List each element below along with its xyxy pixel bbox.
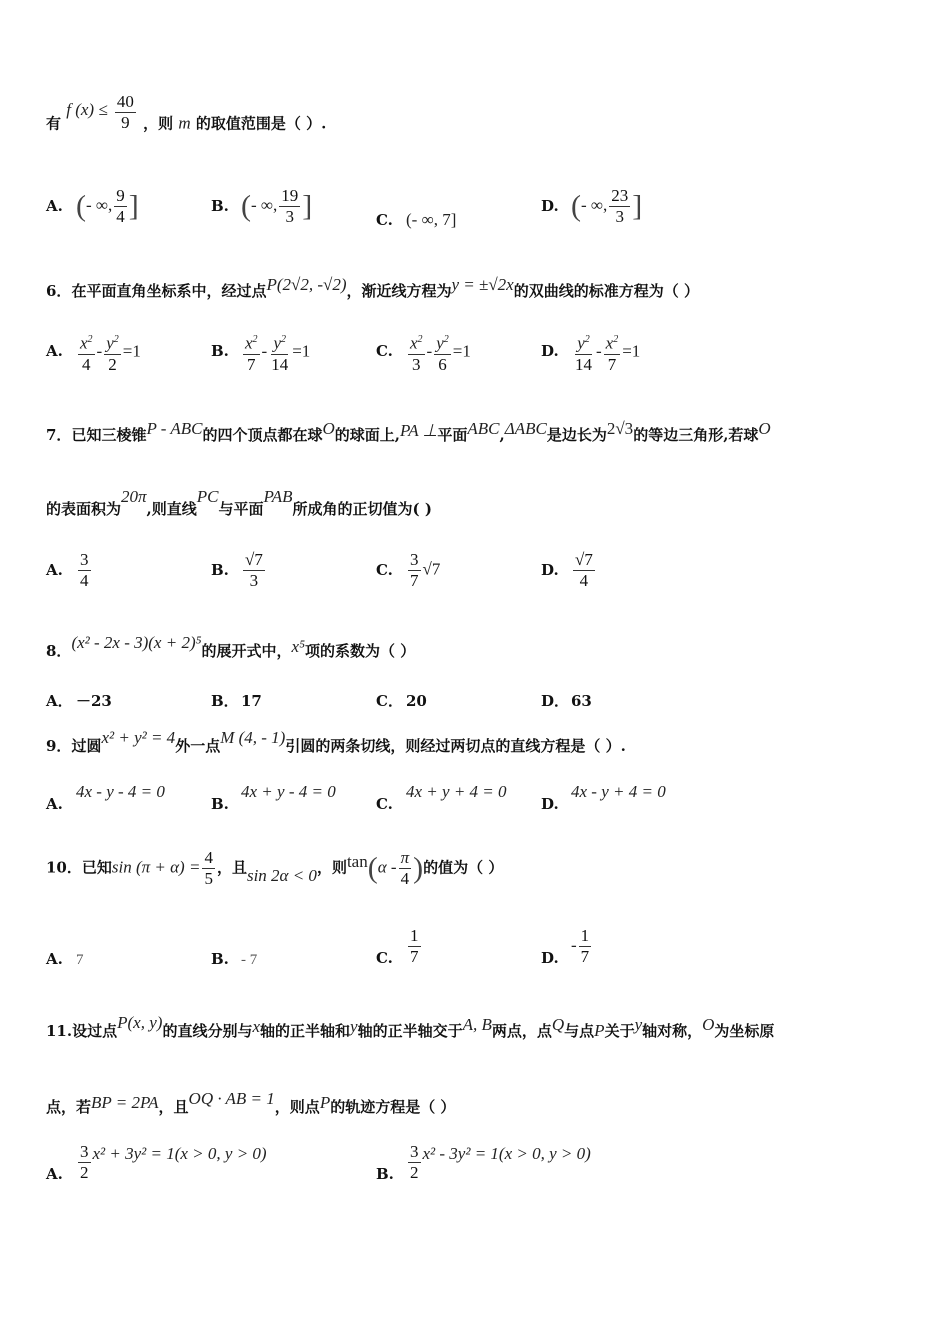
text: 的取值范围是（ ）. xyxy=(195,114,327,133)
math-sign: - xyxy=(571,935,577,955)
math-expr: =1 xyxy=(452,341,471,361)
numerator: $y^2$ xyxy=(434,330,451,355)
text: 点，若 xyxy=(46,1098,92,1116)
denominator: 5 xyxy=(204,869,213,888)
math-var: y xyxy=(106,333,114,353)
q5-option-d[interactable] xyxy=(541,186,642,227)
text: , xyxy=(499,426,505,444)
math-var: x xyxy=(410,333,418,353)
text: 的直线分别与 xyxy=(162,1022,253,1040)
denominator: 4 xyxy=(400,869,410,888)
math-expr: y = ±√2x xyxy=(451,275,514,294)
question-number: 7． xyxy=(46,426,72,444)
q9-option-a[interactable] xyxy=(46,782,165,813)
math-var: O xyxy=(758,419,771,438)
math-expr: - ∞, xyxy=(86,195,113,215)
fraction xyxy=(243,550,265,591)
numerator: $y^2$ xyxy=(271,330,288,355)
option-label: C. xyxy=(376,795,393,813)
denominator: 14 xyxy=(271,354,289,374)
math-var: x xyxy=(80,333,88,353)
option-label: D. xyxy=(541,196,559,215)
math-expr: PAB xyxy=(263,487,293,506)
option-label: A. xyxy=(46,1164,63,1183)
q6-option-c[interactable]: C. $\frac{x^2}{3}$ - $\frac{y^2}{6}$ =1 xyxy=(376,330,471,375)
math-var: O xyxy=(702,1015,715,1034)
math-expr: α - xyxy=(377,857,397,877)
denominator: 14 xyxy=(575,354,592,374)
q8-stem xyxy=(46,633,416,661)
numerator: 9 xyxy=(116,186,125,205)
math-var: Q xyxy=(551,1015,565,1034)
question-number: 9． xyxy=(46,737,72,755)
fraction xyxy=(573,330,594,375)
text: 有 xyxy=(46,114,62,133)
q8-option-d[interactable] xyxy=(541,690,592,711)
denominator: 2 xyxy=(80,1163,89,1182)
math-var: O xyxy=(322,419,335,438)
option-label: A. xyxy=(46,560,63,579)
math-var: m xyxy=(178,113,191,133)
q10-option-b[interactable] xyxy=(211,950,257,969)
bracket: ( xyxy=(241,189,251,223)
text: 关于 xyxy=(604,1022,635,1040)
fraction xyxy=(399,848,412,889)
fraction xyxy=(408,1142,421,1183)
numerator: 1 xyxy=(410,926,419,945)
text: 外一点 xyxy=(175,737,221,755)
option-label: D. xyxy=(541,795,559,813)
numerator: $x^2$ xyxy=(78,330,95,355)
math-expr: OQ · AB = 1 xyxy=(188,1089,275,1108)
text: ，则点 xyxy=(274,1098,320,1116)
q10-option-a[interactable] xyxy=(46,950,84,969)
text: ，且 xyxy=(216,858,247,877)
numerator: 3 xyxy=(80,1142,89,1161)
denominator: 7 xyxy=(410,947,419,966)
fraction xyxy=(573,550,595,591)
math-var: P xyxy=(594,1021,605,1040)
math-expr: 4x - y - 4 = 0 xyxy=(76,782,165,801)
q10-option-c[interactable] xyxy=(376,926,423,967)
text: 的表面积为 xyxy=(46,500,122,518)
option-label: D． xyxy=(541,692,570,710)
q7-stem-line-2 xyxy=(46,487,432,519)
denominator: 3 xyxy=(249,571,259,590)
text: ，渐近线方程为 xyxy=(346,282,452,300)
text: 的等边三角形,若球 xyxy=(633,426,759,444)
numerator: π xyxy=(400,848,410,867)
math-expr: P - ABC xyxy=(146,419,203,438)
numerator: 3 xyxy=(410,550,419,569)
math-expr: √7 xyxy=(422,559,441,579)
option-label: A. xyxy=(46,342,63,361)
math-var: y xyxy=(350,1017,358,1036)
denominator: 7 xyxy=(247,354,256,374)
denominator: 4 xyxy=(82,354,91,374)
fraction xyxy=(114,186,127,227)
numerator: $x^2$ xyxy=(243,330,260,355)
math-expr: P(x, y) xyxy=(117,1013,163,1032)
option-text: 20 xyxy=(406,692,427,710)
numerator: 23 xyxy=(611,186,629,205)
option-label: D. xyxy=(541,948,559,967)
option-label: B． xyxy=(211,692,239,710)
numerator: 40 xyxy=(116,92,134,111)
math-var: y xyxy=(273,333,281,353)
math-expr: f (x) ≤ xyxy=(66,99,108,119)
denominator: 4 xyxy=(80,571,89,590)
text: 的双曲线的标准方程为（ ） xyxy=(513,282,699,300)
q6-option-d[interactable]: D. $\frac{y^2}{14}$ - $\frac{x^2}{7}$ =1 xyxy=(541,330,640,375)
math-expr: 4x + y - 4 = 0 xyxy=(241,782,336,801)
option-label: C. xyxy=(376,211,393,229)
text: 与点 xyxy=(564,1022,595,1040)
denominator: 3 xyxy=(412,354,421,374)
math-expr: P(2√2, -√2) xyxy=(266,275,347,294)
denominator: 2 xyxy=(108,354,117,374)
numerator: 4 xyxy=(204,848,213,867)
q11-option-a[interactable] xyxy=(46,1142,267,1183)
q11-stem-line-1 xyxy=(46,1013,775,1041)
math-expr: 7 xyxy=(76,952,84,968)
bracket: ( xyxy=(571,189,581,223)
denominator: 9 xyxy=(121,113,130,132)
text: 是边长为 xyxy=(546,426,607,444)
text: 轴的正半轴交于 xyxy=(357,1022,463,1040)
fraction xyxy=(269,330,290,375)
text: 过圆 xyxy=(71,737,102,755)
numerator: 3 xyxy=(80,550,89,569)
fraction xyxy=(279,186,300,227)
fraction xyxy=(434,330,451,375)
option-label: C. xyxy=(376,342,393,361)
text: 的值为（ ） xyxy=(423,858,504,877)
option-label: C. xyxy=(376,560,393,579)
numerator: $y^2$ xyxy=(104,330,121,355)
q8-option-b[interactable] xyxy=(211,690,262,711)
denominator: 6 xyxy=(438,354,447,374)
numerator: √7 xyxy=(245,550,263,569)
math-expr: (x² - 2x - 3)(x + 2)⁵ xyxy=(71,633,202,652)
fraction xyxy=(408,926,421,967)
q8-option-c[interactable] xyxy=(376,690,427,711)
option-label: A． xyxy=(46,692,73,710)
denominator: 4 xyxy=(116,207,125,226)
fraction xyxy=(78,550,91,591)
fraction xyxy=(604,330,621,375)
numerator: 3 xyxy=(410,1142,419,1161)
text: ,则直线 xyxy=(146,500,197,518)
question-number: 8． xyxy=(46,642,72,660)
option-label: D. xyxy=(541,342,559,361)
math-expr: M (4, - 1) xyxy=(220,728,286,747)
math-expr: 2√3 xyxy=(606,419,634,438)
q7-option-b[interactable] xyxy=(211,550,267,591)
denominator: 3 xyxy=(615,207,625,226)
option-label: B. xyxy=(211,560,229,579)
text: 为坐标原 xyxy=(714,1022,775,1040)
text: 在平面直角坐标系中，经过点 xyxy=(71,282,267,300)
denominator: 2 xyxy=(410,1163,419,1182)
q7-option-a[interactable] xyxy=(46,550,93,591)
q5-stem-tail xyxy=(46,92,327,145)
q8-option-a[interactable] xyxy=(46,690,112,711)
fraction xyxy=(104,330,121,375)
math-expr: 4x - y + 4 = 0 xyxy=(571,782,666,801)
text: 平面 xyxy=(437,426,468,444)
q9-option-b[interactable] xyxy=(211,782,336,813)
denominator: 7 xyxy=(580,947,590,966)
q10-stem xyxy=(46,848,503,889)
q9-option-d[interactable] xyxy=(541,782,666,813)
math-expr: =1 xyxy=(292,341,311,361)
text: 的球面上, xyxy=(334,426,401,444)
math-expr: PA ⊥ xyxy=(400,421,438,440)
option-label: B. xyxy=(211,196,229,215)
math-expr: ΔABC xyxy=(504,419,547,438)
q6-option-a[interactable]: A. $\frac{x^2}{4}$ - $\frac{y^2}{2}$ =1 xyxy=(46,330,141,375)
option-label: B. xyxy=(211,950,229,968)
math-expr: tan xyxy=(346,851,368,871)
math-expr: A, B xyxy=(462,1015,492,1034)
q11-option-b[interactable] xyxy=(376,1142,591,1183)
numerator: √7 xyxy=(575,550,593,569)
text: 的轨迹方程是（ ） xyxy=(330,1098,456,1116)
fraction xyxy=(408,550,421,591)
bracket: ) xyxy=(413,851,424,885)
math-expr: - 7 xyxy=(241,952,258,968)
fraction xyxy=(115,92,136,133)
q5-option-c[interactable] xyxy=(376,210,456,230)
q9-option-c[interactable] xyxy=(376,782,507,813)
math-var: x xyxy=(605,333,614,353)
q5-option-b[interactable] xyxy=(211,186,312,227)
math-var: P xyxy=(319,1093,331,1112)
math-var: x xyxy=(245,333,253,353)
numerator: $x^2$ xyxy=(408,330,425,355)
math-expr: x² + 3y² = 1(x > 0, y > 0) xyxy=(92,1143,267,1163)
bracket: ( xyxy=(76,189,86,223)
fraction xyxy=(243,330,260,375)
option-label: D. xyxy=(541,560,559,579)
math-expr: (- ∞, 7] xyxy=(406,210,457,229)
text: 轴的正半轴和 xyxy=(260,1022,351,1040)
math-expr: - ∞, xyxy=(251,195,278,215)
fraction xyxy=(78,1142,91,1183)
option-label: B. xyxy=(376,1164,394,1183)
text: 项的系数为（ ） xyxy=(305,642,416,660)
q7-option-c[interactable] xyxy=(376,550,440,591)
bracket: ] xyxy=(128,189,139,223)
text: 两点，点 xyxy=(491,1022,552,1040)
math-expr: =1 xyxy=(622,341,641,361)
denominator: 3 xyxy=(285,207,295,226)
fraction xyxy=(202,848,215,889)
denominator: 7 xyxy=(607,354,617,374)
q11-stem-line-2 xyxy=(46,1089,456,1117)
fraction xyxy=(609,186,630,227)
text: 轴对称， xyxy=(642,1022,703,1040)
numerator: 19 xyxy=(281,186,299,205)
option-label: A. xyxy=(46,950,63,968)
math-expr: PC xyxy=(196,487,219,506)
option-text: －23 xyxy=(76,692,112,710)
text: ，则 xyxy=(143,114,174,133)
text: 引圆的两条切线，则经过两切点的直线方程是（ ）. xyxy=(285,737,626,755)
math-expr: 4x + y + 4 = 0 xyxy=(406,782,507,801)
fraction xyxy=(78,330,95,375)
math-expr: x² - 3y² = 1(x > 0, y > 0) xyxy=(422,1143,591,1163)
math-expr: =1 xyxy=(122,341,141,361)
q6-option-b[interactable]: B. $\frac{x^2}{7}$ - $\frac{y^2}{14}$ =1 xyxy=(211,330,310,375)
option-label: B. xyxy=(211,342,229,361)
option-label: A. xyxy=(46,196,63,215)
option-label: B. xyxy=(211,795,229,813)
text: 的展开式中， xyxy=(201,642,292,660)
q7-stem-line-1 xyxy=(46,419,771,445)
q6-stem xyxy=(46,275,699,301)
math-var: x xyxy=(252,1017,260,1036)
question-number: 6． xyxy=(46,282,72,300)
q7-option-d[interactable] xyxy=(541,550,597,591)
bracket: ( xyxy=(367,851,378,885)
text: 所成角的正切值为( ) xyxy=(292,500,432,518)
numerator: $x^2$ xyxy=(604,330,621,355)
bracket: ] xyxy=(302,189,313,223)
option-text: 17 xyxy=(241,692,262,710)
option-text: 63 xyxy=(571,692,592,710)
math-var: y xyxy=(577,333,585,353)
question-number: 11. xyxy=(46,1022,73,1040)
q10-option-d[interactable] xyxy=(541,926,593,967)
math-expr: - ∞, xyxy=(581,195,608,215)
text: 与平面 xyxy=(218,500,264,518)
math-expr: x² + y² = 4 xyxy=(101,728,176,747)
math-var: y xyxy=(436,333,444,353)
bracket: ] xyxy=(632,189,643,223)
text: ，且 xyxy=(158,1098,189,1116)
question-number: 10． xyxy=(46,858,82,877)
math-expr: sin 2α < 0 xyxy=(246,865,317,885)
math-expr: sin (π + α) = xyxy=(111,857,201,877)
math-expr: ABC xyxy=(467,419,500,438)
math-expr: x⁵ xyxy=(291,637,306,656)
text: 的四个顶点都在球 xyxy=(202,426,323,444)
numerator: 1 xyxy=(580,926,590,945)
q5-option-a[interactable] xyxy=(46,186,139,227)
math-expr: BP = 2PA xyxy=(91,1093,159,1112)
text: 已知 xyxy=(81,858,112,877)
option-label: A. xyxy=(46,795,63,813)
text: 设过点 xyxy=(72,1022,118,1040)
text: 已知三棱锥 xyxy=(71,426,147,444)
math-expr: 20π xyxy=(121,487,147,506)
q9-stem xyxy=(46,728,626,756)
denominator: 4 xyxy=(579,571,589,590)
math-var: y xyxy=(634,1015,643,1034)
denominator: 7 xyxy=(410,571,419,590)
text: ，则 xyxy=(316,858,347,877)
fraction xyxy=(408,330,425,375)
fraction xyxy=(579,926,592,967)
numerator: $y^2$ xyxy=(575,330,592,355)
option-label: C. xyxy=(376,948,393,967)
option-label: C． xyxy=(376,692,403,710)
